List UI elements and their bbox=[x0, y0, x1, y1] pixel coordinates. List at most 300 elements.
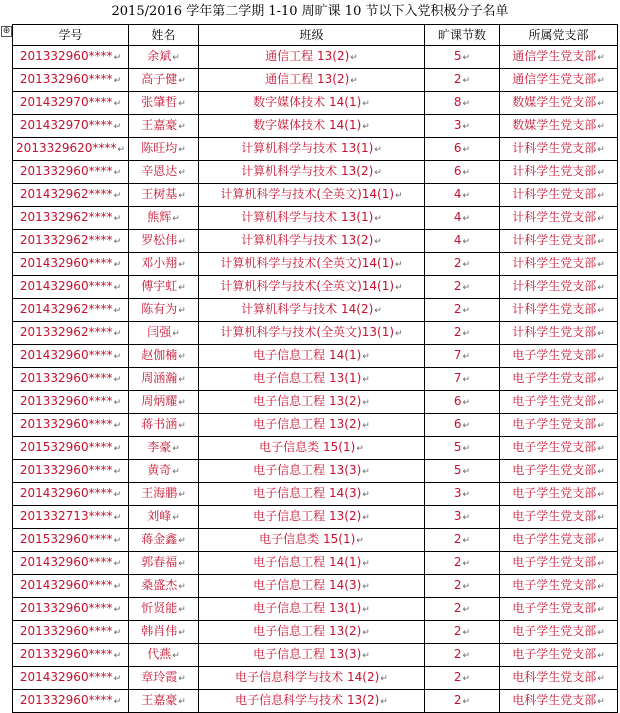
cell-class[interactable] bbox=[199, 667, 425, 690]
cell-class[interactable] bbox=[199, 598, 425, 621]
paragraph-mark-icon: ↵ bbox=[113, 490, 122, 500]
cell-name-text: 代燕 bbox=[147, 647, 172, 661]
header-student-id: 学号 bbox=[13, 25, 129, 46]
table-row bbox=[13, 207, 618, 230]
cell-name[interactable] bbox=[129, 483, 199, 506]
cell-student-id[interactable] bbox=[13, 483, 129, 506]
cell-absent-hours[interactable] bbox=[425, 230, 500, 253]
cell-class-text: 电子信息科学与技术 13(2) bbox=[235, 693, 380, 707]
paragraph-mark-icon: ↵ bbox=[462, 628, 471, 638]
paragraph-mark-icon: ↵ bbox=[462, 53, 471, 63]
cell-student-id[interactable] bbox=[13, 506, 129, 529]
cell-student-id[interactable] bbox=[13, 253, 129, 276]
cell-party-branch-text: 计科学生党支部 bbox=[512, 210, 597, 224]
cell-class[interactable] bbox=[199, 207, 425, 230]
cell-name[interactable] bbox=[129, 368, 199, 391]
cell-class-text: 通信工程 13(2) bbox=[265, 72, 350, 86]
cell-name[interactable] bbox=[129, 414, 199, 437]
cell-absent-hours-text: 6 bbox=[453, 394, 462, 408]
cell-class-text: 电子信息工程 14(3) bbox=[253, 486, 362, 500]
paragraph-mark-icon: ↵ bbox=[113, 214, 122, 224]
cell-absent-hours-text: 2 bbox=[453, 578, 462, 592]
cell-party-branch[interactable] bbox=[500, 230, 618, 253]
paragraph-mark-icon: ↵ bbox=[362, 122, 370, 132]
paragraph-mark-icon: ↵ bbox=[597, 467, 605, 477]
paragraph-mark-icon: ↵ bbox=[113, 53, 122, 63]
table-row bbox=[13, 299, 618, 322]
cell-student-id[interactable] bbox=[13, 437, 129, 460]
cell-absent-hours[interactable] bbox=[425, 138, 500, 161]
cell-student-id[interactable] bbox=[13, 690, 129, 713]
cell-student-id[interactable] bbox=[13, 552, 129, 575]
paragraph-mark-icon: ↵ bbox=[113, 605, 122, 615]
paragraph-mark-icon: ↵ bbox=[597, 513, 605, 523]
cell-class[interactable] bbox=[199, 69, 425, 92]
cell-class[interactable] bbox=[199, 575, 425, 598]
cell-name[interactable] bbox=[129, 690, 199, 713]
cell-party-branch[interactable] bbox=[500, 621, 618, 644]
cell-absent-hours[interactable] bbox=[425, 667, 500, 690]
table-row bbox=[13, 276, 618, 299]
cell-class[interactable] bbox=[199, 414, 425, 437]
cell-absent-hours-text: 2 bbox=[453, 279, 462, 293]
cell-absent-hours-text: 6 bbox=[453, 164, 462, 178]
cell-absent-hours[interactable] bbox=[425, 253, 500, 276]
paragraph-mark-icon: ↵ bbox=[597, 122, 605, 132]
table-row bbox=[13, 460, 618, 483]
cell-class-text: 数字媒体技术 14(1) bbox=[253, 118, 362, 132]
cell-party-branch[interactable] bbox=[500, 437, 618, 460]
cell-name-text: 周炳耀 bbox=[141, 394, 178, 408]
paragraph-mark-icon: ↵ bbox=[113, 352, 122, 362]
cell-absent-hours[interactable] bbox=[425, 414, 500, 437]
paragraph-mark-icon: ↵ bbox=[178, 375, 186, 385]
cell-student-id[interactable] bbox=[13, 368, 129, 391]
cell-absent-hours-text: 4 bbox=[453, 210, 462, 224]
paragraph-mark-icon: ↵ bbox=[374, 306, 382, 316]
cell-class[interactable] bbox=[199, 529, 425, 552]
paragraph-mark-icon: ↵ bbox=[395, 191, 403, 201]
cell-name[interactable] bbox=[129, 621, 199, 644]
cell-student-id[interactable] bbox=[13, 644, 129, 667]
cell-party-branch[interactable] bbox=[500, 460, 618, 483]
cell-absent-hours[interactable] bbox=[425, 598, 500, 621]
cell-name[interactable] bbox=[129, 529, 199, 552]
cell-student-id[interactable] bbox=[13, 230, 129, 253]
cell-student-id[interactable] bbox=[13, 115, 129, 138]
cell-absent-hours[interactable] bbox=[425, 299, 500, 322]
cell-class-text: 计算机科学与技术 13(1) bbox=[241, 210, 374, 224]
cell-party-branch[interactable] bbox=[500, 529, 618, 552]
cell-party-branch[interactable] bbox=[500, 299, 618, 322]
table-row bbox=[13, 368, 618, 391]
cell-absent-hours[interactable] bbox=[425, 690, 500, 713]
paragraph-mark-icon: ↵ bbox=[597, 168, 605, 178]
cell-student-id-text: 201332960**** bbox=[19, 49, 113, 63]
cell-party-branch[interactable] bbox=[500, 92, 618, 115]
cell-party-branch-text: 通信学生党支部 bbox=[512, 72, 597, 86]
cell-party-branch[interactable] bbox=[500, 391, 618, 414]
cell-party-branch[interactable] bbox=[500, 322, 618, 345]
cell-party-branch-text: 电子学生党支部 bbox=[512, 440, 597, 454]
cell-absent-hours[interactable] bbox=[425, 506, 500, 529]
paragraph-mark-icon: ↵ bbox=[172, 214, 180, 224]
cell-absent-hours[interactable] bbox=[425, 529, 500, 552]
cell-class[interactable] bbox=[199, 230, 425, 253]
cell-student-id[interactable] bbox=[13, 92, 129, 115]
cell-student-id-text: 201332960**** bbox=[19, 647, 113, 661]
cell-party-branch[interactable] bbox=[500, 276, 618, 299]
cell-name-text: 刘峰 bbox=[147, 509, 172, 523]
paragraph-mark-icon: ↵ bbox=[462, 421, 471, 431]
cell-student-id-text: 201332962**** bbox=[19, 210, 113, 224]
paragraph-mark-icon: ↵ bbox=[597, 398, 605, 408]
cell-class[interactable] bbox=[199, 184, 425, 207]
cell-student-id[interactable] bbox=[13, 575, 129, 598]
paragraph-mark-icon: ↵ bbox=[597, 260, 605, 270]
cell-party-branch[interactable] bbox=[500, 115, 618, 138]
cell-absent-hours[interactable] bbox=[425, 161, 500, 184]
cell-class-text: 电子信息工程 14(1) bbox=[253, 555, 362, 569]
cell-class[interactable] bbox=[199, 92, 425, 115]
cell-absent-hours[interactable] bbox=[425, 92, 500, 115]
cell-absent-hours[interactable] bbox=[425, 644, 500, 667]
cell-name[interactable] bbox=[129, 345, 199, 368]
cell-absent-hours[interactable] bbox=[425, 460, 500, 483]
cell-name-text: 蒋金鑫 bbox=[141, 532, 178, 546]
cell-student-id-text: 201432962**** bbox=[19, 187, 113, 201]
cell-party-branch[interactable] bbox=[500, 184, 618, 207]
cell-party-branch-text: 计科学生党支部 bbox=[512, 256, 597, 270]
paragraph-mark-icon: ↵ bbox=[356, 444, 364, 454]
paragraph-mark-icon: ↵ bbox=[362, 99, 370, 109]
paragraph-mark-icon: ↵ bbox=[178, 122, 186, 132]
cell-student-id-text: 2013329620**** bbox=[16, 141, 117, 155]
cell-name[interactable] bbox=[129, 506, 199, 529]
cell-name-text: 赵伽楠 bbox=[141, 348, 178, 362]
cell-name[interactable] bbox=[129, 299, 199, 322]
cell-class-text: 电子信息类 15(1) bbox=[259, 532, 356, 546]
cell-party-branch-text: 电子学生党支部 bbox=[512, 371, 597, 385]
cell-party-branch[interactable] bbox=[500, 253, 618, 276]
paragraph-mark-icon: ↵ bbox=[374, 214, 382, 224]
cell-class-text: 电子信息工程 13(2) bbox=[253, 417, 362, 431]
table-move-handle-icon[interactable]: ⊕ bbox=[2, 26, 11, 36]
cell-student-id-text: 201432962**** bbox=[19, 302, 113, 316]
cell-name[interactable] bbox=[129, 207, 199, 230]
cell-class-text: 计算机科学与技术 14(2) bbox=[241, 302, 374, 316]
cell-student-id-text: 201332960**** bbox=[19, 463, 113, 477]
cell-party-branch-text: 电子学生党支部 bbox=[512, 647, 597, 661]
cell-student-id[interactable] bbox=[13, 414, 129, 437]
cell-party-branch[interactable] bbox=[500, 207, 618, 230]
cell-student-id[interactable] bbox=[13, 667, 129, 690]
cell-class[interactable] bbox=[199, 644, 425, 667]
cell-name[interactable] bbox=[129, 644, 199, 667]
paragraph-mark-icon: ↵ bbox=[362, 582, 370, 592]
cell-party-branch[interactable] bbox=[500, 46, 618, 69]
cell-absent-hours[interactable] bbox=[425, 115, 500, 138]
cell-name-text: 李豪 bbox=[147, 440, 172, 454]
cell-class[interactable] bbox=[199, 138, 425, 161]
cell-student-id-text: 201332962**** bbox=[19, 325, 113, 339]
cell-student-id-text: 201332960**** bbox=[19, 72, 113, 86]
paragraph-mark-icon: ↵ bbox=[380, 674, 388, 684]
cell-party-branch[interactable] bbox=[500, 667, 618, 690]
cell-student-id[interactable] bbox=[13, 345, 129, 368]
cell-name-text: 章玲霞 bbox=[141, 670, 178, 684]
paragraph-mark-icon: ↵ bbox=[113, 421, 122, 431]
roster-table bbox=[12, 24, 618, 713]
paragraph-mark-icon: ↵ bbox=[178, 421, 186, 431]
table-row bbox=[13, 138, 618, 161]
cell-party-branch-text: 数媒学生党支部 bbox=[512, 95, 597, 109]
cell-class[interactable] bbox=[199, 368, 425, 391]
cell-name[interactable] bbox=[129, 667, 199, 690]
cell-absent-hours-text: 5 bbox=[453, 49, 462, 63]
cell-name[interactable] bbox=[129, 253, 199, 276]
cell-name[interactable] bbox=[129, 161, 199, 184]
paragraph-mark-icon: ↵ bbox=[362, 651, 370, 661]
cell-absent-hours[interactable] bbox=[425, 437, 500, 460]
cell-name-text: 黄奇 bbox=[147, 463, 172, 477]
cell-name[interactable] bbox=[129, 230, 199, 253]
paragraph-mark-icon: ↵ bbox=[113, 651, 122, 661]
cell-name[interactable] bbox=[129, 391, 199, 414]
cell-absent-hours[interactable] bbox=[425, 552, 500, 575]
cell-class[interactable] bbox=[199, 437, 425, 460]
cell-party-branch-text: 电子学生党支部 bbox=[512, 486, 597, 500]
paragraph-mark-icon: ↵ bbox=[597, 375, 605, 385]
paragraph-mark-icon: ↵ bbox=[113, 536, 122, 546]
cell-class[interactable] bbox=[199, 506, 425, 529]
cell-absent-hours[interactable] bbox=[425, 368, 500, 391]
cell-absent-hours[interactable] bbox=[425, 184, 500, 207]
cell-name[interactable] bbox=[129, 46, 199, 69]
paragraph-mark-icon: ↵ bbox=[113, 283, 122, 293]
cell-class-text: 电子信息工程 13(2) bbox=[253, 509, 362, 523]
cell-student-id[interactable] bbox=[13, 299, 129, 322]
cell-party-branch[interactable] bbox=[500, 368, 618, 391]
cell-name[interactable] bbox=[129, 575, 199, 598]
header-absent-hours: 旷课节数 bbox=[425, 25, 500, 46]
paragraph-mark-icon: ↵ bbox=[178, 490, 186, 500]
cell-class[interactable] bbox=[199, 253, 425, 276]
cell-student-id[interactable] bbox=[13, 529, 129, 552]
paragraph-mark-icon: ↵ bbox=[178, 536, 186, 546]
cell-class[interactable] bbox=[199, 46, 425, 69]
cell-name-text: 闫强 bbox=[147, 325, 172, 339]
cell-absent-hours[interactable] bbox=[425, 621, 500, 644]
cell-name[interactable] bbox=[129, 322, 199, 345]
cell-class[interactable] bbox=[199, 460, 425, 483]
table-row bbox=[13, 598, 618, 621]
cell-student-id[interactable] bbox=[13, 598, 129, 621]
cell-class[interactable] bbox=[199, 552, 425, 575]
cell-class[interactable] bbox=[199, 621, 425, 644]
cell-student-id-text: 201432960**** bbox=[19, 670, 113, 684]
paragraph-mark-icon: ↵ bbox=[462, 306, 471, 316]
cell-name-text: 王海鹏 bbox=[141, 486, 178, 500]
cell-absent-hours[interactable] bbox=[425, 345, 500, 368]
cell-name[interactable] bbox=[129, 460, 199, 483]
cell-student-id[interactable] bbox=[13, 460, 129, 483]
paragraph-mark-icon: ↵ bbox=[172, 467, 180, 477]
cell-student-id-text: 201432960**** bbox=[19, 256, 113, 270]
cell-student-id[interactable] bbox=[13, 138, 129, 161]
cell-class[interactable] bbox=[199, 391, 425, 414]
cell-student-id[interactable] bbox=[13, 322, 129, 345]
paragraph-mark-icon: ↵ bbox=[113, 122, 122, 132]
cell-class[interactable] bbox=[199, 161, 425, 184]
paragraph-mark-icon: ↵ bbox=[597, 421, 605, 431]
cell-class-text: 电子信息工程 14(1) bbox=[253, 348, 362, 362]
paragraph-mark-icon: ↵ bbox=[462, 582, 471, 592]
paragraph-mark-icon: ↵ bbox=[113, 559, 122, 569]
paragraph-mark-icon: ↵ bbox=[462, 260, 471, 270]
paragraph-mark-icon: ↵ bbox=[597, 145, 605, 155]
paragraph-mark-icon: ↵ bbox=[462, 168, 471, 178]
cell-absent-hours-text: 2 bbox=[453, 624, 462, 638]
cell-student-id[interactable] bbox=[13, 391, 129, 414]
cell-party-branch[interactable] bbox=[500, 345, 618, 368]
cell-absent-hours-text: 6 bbox=[453, 141, 462, 155]
cell-party-branch[interactable] bbox=[500, 575, 618, 598]
cell-class[interactable] bbox=[199, 690, 425, 713]
cell-student-id-text: 201432960**** bbox=[19, 279, 113, 293]
paragraph-mark-icon: ↵ bbox=[597, 536, 605, 546]
cell-student-id[interactable] bbox=[13, 46, 129, 69]
cell-absent-hours-text: 2 bbox=[453, 72, 462, 86]
cell-name[interactable] bbox=[129, 92, 199, 115]
paragraph-mark-icon: ↵ bbox=[113, 444, 122, 454]
cell-party-branch[interactable] bbox=[500, 506, 618, 529]
paragraph-mark-icon: ↵ bbox=[395, 283, 403, 293]
header-class: 班级 bbox=[199, 25, 425, 46]
paragraph-mark-icon: ↵ bbox=[178, 697, 186, 707]
cell-class[interactable] bbox=[199, 322, 425, 345]
cell-name[interactable] bbox=[129, 69, 199, 92]
cell-absent-hours[interactable] bbox=[425, 207, 500, 230]
paragraph-mark-icon: ↵ bbox=[172, 651, 180, 661]
cell-class-text: 计算机科学与技术(全英文)14(1) bbox=[220, 187, 395, 201]
cell-student-id[interactable] bbox=[13, 621, 129, 644]
cell-student-id[interactable] bbox=[13, 69, 129, 92]
cell-class-text: 电子信息工程 14(3) bbox=[253, 578, 362, 592]
paragraph-mark-icon: ↵ bbox=[597, 191, 605, 201]
paragraph-mark-icon: ↵ bbox=[462, 329, 471, 339]
cell-absent-hours[interactable] bbox=[425, 575, 500, 598]
cell-party-branch-text: 电子学生党支部 bbox=[512, 555, 597, 569]
paragraph-mark-icon: ↵ bbox=[178, 674, 186, 684]
cell-name[interactable] bbox=[129, 115, 199, 138]
cell-party-branch[interactable] bbox=[500, 690, 618, 713]
cell-name[interactable] bbox=[129, 437, 199, 460]
cell-student-id[interactable] bbox=[13, 207, 129, 230]
table-row bbox=[13, 506, 618, 529]
cell-class-text: 计算机科学与技术 13(1) bbox=[241, 141, 374, 155]
cell-party-branch[interactable] bbox=[500, 161, 618, 184]
cell-party-branch[interactable] bbox=[500, 69, 618, 92]
cell-student-id[interactable] bbox=[13, 161, 129, 184]
paragraph-mark-icon: ↵ bbox=[362, 467, 370, 477]
cell-class-text: 电子信息科学与技术 14(2) bbox=[235, 670, 380, 684]
cell-party-branch[interactable] bbox=[500, 138, 618, 161]
paragraph-mark-icon: ↵ bbox=[113, 582, 122, 592]
cell-party-branch[interactable] bbox=[500, 414, 618, 437]
cell-absent-hours-text: 3 bbox=[453, 486, 462, 500]
cell-absent-hours[interactable] bbox=[425, 69, 500, 92]
paragraph-mark-icon: ↵ bbox=[462, 513, 471, 523]
cell-class-text: 计算机科学与技术 13(2) bbox=[241, 164, 374, 178]
cell-student-id-text: 201532960**** bbox=[19, 532, 113, 546]
paragraph-mark-icon: ↵ bbox=[597, 283, 605, 293]
paragraph-mark-icon: ↵ bbox=[178, 352, 186, 362]
cell-name[interactable] bbox=[129, 184, 199, 207]
cell-name[interactable] bbox=[129, 138, 199, 161]
table-header-row bbox=[13, 25, 618, 46]
cell-absent-hours[interactable] bbox=[425, 483, 500, 506]
paragraph-mark-icon: ↵ bbox=[462, 214, 471, 224]
cell-party-branch[interactable] bbox=[500, 598, 618, 621]
cell-absent-hours-text: 8 bbox=[453, 95, 462, 109]
paragraph-mark-icon: ↵ bbox=[597, 352, 605, 362]
cell-class-text: 通信工程 13(2) bbox=[265, 49, 350, 63]
paragraph-mark-icon: ↵ bbox=[113, 375, 122, 385]
cell-absent-hours-text: 2 bbox=[453, 670, 462, 684]
cell-party-branch[interactable] bbox=[500, 483, 618, 506]
paragraph-mark-icon: ↵ bbox=[172, 329, 180, 339]
cell-party-branch-text: 电子学生党支部 bbox=[512, 348, 597, 362]
paragraph-mark-icon: ↵ bbox=[462, 76, 471, 86]
cell-absent-hours-text: 3 bbox=[453, 118, 462, 132]
header-name: 姓名 bbox=[129, 25, 199, 46]
cell-student-id-text: 201332960**** bbox=[19, 394, 113, 408]
cell-class[interactable] bbox=[199, 345, 425, 368]
table-row bbox=[13, 690, 618, 713]
cell-student-id-text: 201432970**** bbox=[19, 95, 113, 109]
paragraph-mark-icon: ↵ bbox=[597, 559, 605, 569]
cell-student-id[interactable] bbox=[13, 276, 129, 299]
cell-class[interactable] bbox=[199, 483, 425, 506]
cell-absent-hours[interactable] bbox=[425, 276, 500, 299]
table-row bbox=[13, 391, 618, 414]
cell-name-text: 邓小翔 bbox=[141, 256, 178, 270]
paragraph-mark-icon: ↵ bbox=[462, 145, 471, 155]
cell-absent-hours[interactable] bbox=[425, 391, 500, 414]
cell-absent-hours[interactable] bbox=[425, 46, 500, 69]
paragraph-mark-icon: ↵ bbox=[462, 191, 471, 201]
cell-party-branch[interactable] bbox=[500, 552, 618, 575]
cell-student-id-text: 201432960**** bbox=[19, 486, 113, 500]
cell-party-branch-text: 电子学生党支部 bbox=[512, 394, 597, 408]
cell-name[interactable] bbox=[129, 276, 199, 299]
paragraph-mark-icon: ↵ bbox=[178, 306, 186, 316]
table-row bbox=[13, 161, 618, 184]
paragraph-mark-icon: ↵ bbox=[597, 214, 605, 224]
cell-name[interactable] bbox=[129, 598, 199, 621]
paragraph-mark-icon: ↵ bbox=[178, 605, 186, 615]
document-title: 2015/2016 学年第二学期 1-10 周旷课 10 节以下入党积极分子名单 bbox=[111, 4, 509, 19]
cell-absent-hours[interactable] bbox=[425, 322, 500, 345]
cell-class-text: 计算机科学与技术(全英文)14(1) bbox=[220, 256, 395, 270]
cell-class[interactable] bbox=[199, 299, 425, 322]
cell-student-id[interactable] bbox=[13, 184, 129, 207]
cell-name[interactable] bbox=[129, 552, 199, 575]
cell-party-branch[interactable] bbox=[500, 644, 618, 667]
cell-class[interactable] bbox=[199, 115, 425, 138]
cell-class[interactable] bbox=[199, 276, 425, 299]
